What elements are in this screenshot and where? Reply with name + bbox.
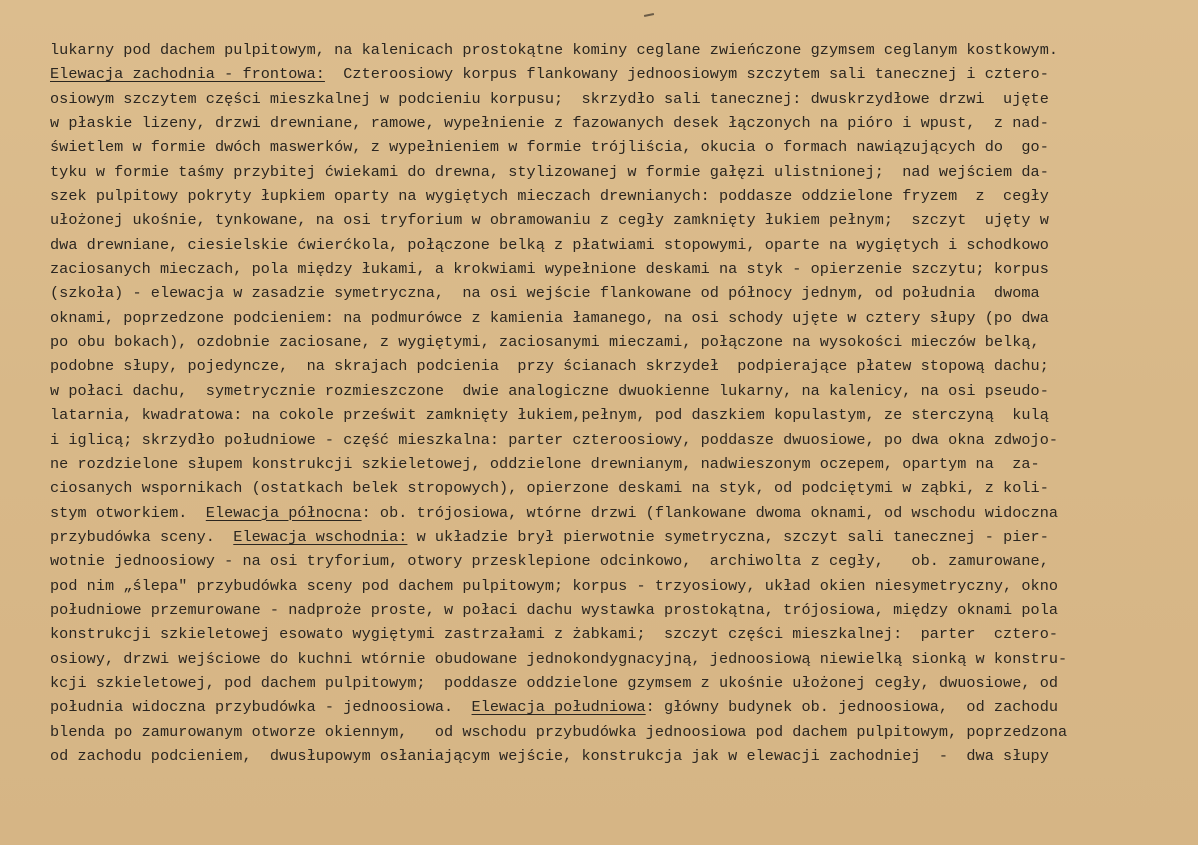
text-line: [50, 549, 1170, 573]
text-line: [50, 647, 1170, 671]
text-line: [50, 87, 1170, 111]
text-segment: blenda po zamurowanym otworze okiennym, od wschodu przybudówka jednoosiowa pod dachem pulpitowym, poprzedzona: [50, 722, 1068, 741]
text-segment: : główny budynek ob. jednoosiowa, od zachodu: [645, 698, 1059, 717]
text-line: [50, 428, 1170, 452]
text-segment: od zachodu podcieniem, dwusłupowym osłaniającym wejście, konstrukcja jak w elewacji zachodniej - dwa słupy: [50, 746, 1049, 765]
text-line: [50, 525, 1170, 549]
text-line: [50, 744, 1170, 768]
text-line: [50, 306, 1170, 330]
text-segment: w połaci dachu, symetrycznie rozmieszczone dwie analogiczne dwuokienne lukarny, na kalenicy, na osi pseudo-: [50, 381, 1049, 400]
text-segment: : ob. trójosiowa, wtórne drzwi (flankowane dwoma oknami, od wschodu widoczna: [361, 503, 1059, 522]
text-line: [50, 598, 1170, 622]
text-segment: w płaskie lizeny, drzwi drewniane, ramowe, wypełnienie z fazowanych desek łączonych na pióro i wpust, z nad-: [50, 114, 1049, 133]
text-segment: przybudówka sceny.: [50, 527, 234, 546]
text-line: [50, 281, 1170, 305]
text-segment: wotnie jednoosiowy - na osi tryforium, otwory przesklepione odcinkowo, archiwolta z cegły, ob. zamurowane,: [50, 552, 1049, 571]
text-line: [50, 184, 1170, 208]
text-segment: osiowy, drzwi wejściowe do kuchni wtórnie obudowane jednokondygnacyjną, jednoosiową niewielką sionką w konstru-: [50, 649, 1068, 668]
text-segment: ne rozdzielone słupem konstrukcji szkieletowej, oddzielone drewnianym, nadwieszonym oczepem, opartym na za-: [50, 454, 1040, 473]
text-line: [50, 38, 1170, 62]
text-segment: oknami, poprzedzone podcieniem: na podmurówce z kamienia łamanego, na osi schody ujęte w cztery słupy (po dwa: [50, 308, 1049, 327]
text-line: [50, 501, 1170, 525]
text-line: [50, 452, 1170, 476]
text-segment: świetlem w formie dwóch maswerków, z wypełnieniem w formie trójliścia, okucia o formach nawiązujących do go-: [50, 138, 1049, 157]
section-heading: Elewacja południowa: [471, 698, 646, 717]
text-line: [50, 622, 1170, 646]
text-line: [50, 671, 1170, 695]
text-segment: południa widoczna przybudówka - jednoosiowa.: [50, 698, 472, 717]
ink-mark: [644, 13, 654, 17]
text-line: [50, 476, 1170, 500]
text-line: [50, 403, 1170, 427]
text-line: [50, 62, 1170, 86]
text-segment: latarnia, kwadratowa: na cokole prześwit zamknięty łukiem,pełnym, pod daszkiem kopulastym, ze sterczyną kulą: [50, 406, 1049, 425]
text-line: [50, 720, 1170, 744]
text-segment: tyku w formie taśmy przybitej ćwiekami do drewna, stylizowanej w formie gałęzi ulistnionej; nad wejściem da-: [50, 162, 1049, 181]
text-segment: dwa drewniane, ciesielskie ćwierćkola, połączone belką z płatwiami stopowymi, oparte na wygiętych i schodkowo: [50, 235, 1049, 254]
text-segment: kcji szkieletowej, pod dachem pulpitowym; poddasze oddzielone gzymsem z ukośnie ułożonej cegły, dwuosiowe, od: [50, 673, 1059, 692]
text-line: [50, 330, 1170, 354]
text-segment: osiowym szczytem części mieszkalnej w podcieniu korpusu; skrzydło sali tanecznej: dwuskrzydłowe drzwi ujęte: [50, 89, 1049, 108]
text-line: [50, 208, 1170, 232]
text-segment: szek pulpitowy pokryty łupkiem oparty na wygiętych mieczach drewnianych: poddasze oddzielone fryzem z cegły: [50, 187, 1049, 206]
text-segment: i iglicą; skrzydło południowe - część mieszkalna: parter czteroosiowy, poddasze dwuosiowe, po dwa okna zdwojo-: [50, 430, 1059, 449]
text-segment: ułożonej ukośnie, tynkowane, na osi tryforium w obramowaniu z cegły zamknięty łukiem pełnym; szczyt ujęty w: [50, 211, 1049, 230]
section-heading: Elewacja północna: [205, 503, 362, 522]
text-line: [50, 160, 1170, 184]
text-line: [50, 257, 1170, 281]
text-line: [50, 695, 1170, 719]
section-heading: Elewacja wschodnia:: [233, 527, 408, 546]
text-segment: konstrukcji szkieletowej esowato wygiętymi zastrzałami z żabkami; szczyt części mieszkalnej: parter cztero-: [50, 625, 1059, 644]
text-line: [50, 354, 1170, 378]
text-segment: ciosanych wspornikach (ostatkach belek stropowych), opierzone deskami na styk, od podciętymi w ząbki, z koli-: [50, 479, 1049, 498]
text-line: [50, 233, 1170, 257]
text-segment: lukarny pod dachem pulpitowym, na kalenicach prostokątne kominy ceglane zwieńczone gzymsem ceglanym kostkowym.: [50, 41, 1059, 59]
text-line: [50, 135, 1170, 159]
text-segment: (szkoła) - elewacja w zasadzie symetryczna, na osi wejście flankowane od północy jednym, od południa dwoma: [50, 284, 1040, 303]
text-segment: zaciosanych mieczach, pola między łukami, a krokwiami wypełnione deskami na styk - opierzenie szczytu; korpus: [50, 260, 1049, 279]
text-line: [50, 111, 1170, 135]
text-segment: pod nim „ślepa" przybudówka sceny pod dachem pulpitowym; korpus - trzyosiowy, układ okien niesymetryczny, okno: [50, 576, 1059, 595]
text-line: [50, 379, 1170, 403]
text-segment: po obu bokach), ozdobnie zaciosane, z wygiętymi, zaciosanymi mieczami, połączone na wysokości mieczów belką,: [50, 333, 1040, 352]
text-segment: Czteroosiowy korpus flankowany jednoosiowym szczytem sali tanecznej i cztero-: [324, 65, 1049, 84]
text-segment: w układzie brył pierwotnie symetryczna, szczyt sali tanecznej - pier-: [407, 527, 1049, 546]
section-heading: Elewacja zachodnia - frontowa:: [50, 65, 325, 84]
text-segment: stym otworkiem.: [50, 503, 206, 522]
document-body: [50, 38, 1170, 768]
text-line: [50, 574, 1170, 598]
text-segment: podobne słupy, pojedyncze, na skrajach podcienia przy ścianach skrzydeł podpierające płatew stopową dachu;: [50, 357, 1049, 376]
text-segment: południowe przemurowane - nadproże proste, w połaci dachu wystawka prostokątna, trójosiowa, między oknami pola: [50, 600, 1059, 619]
